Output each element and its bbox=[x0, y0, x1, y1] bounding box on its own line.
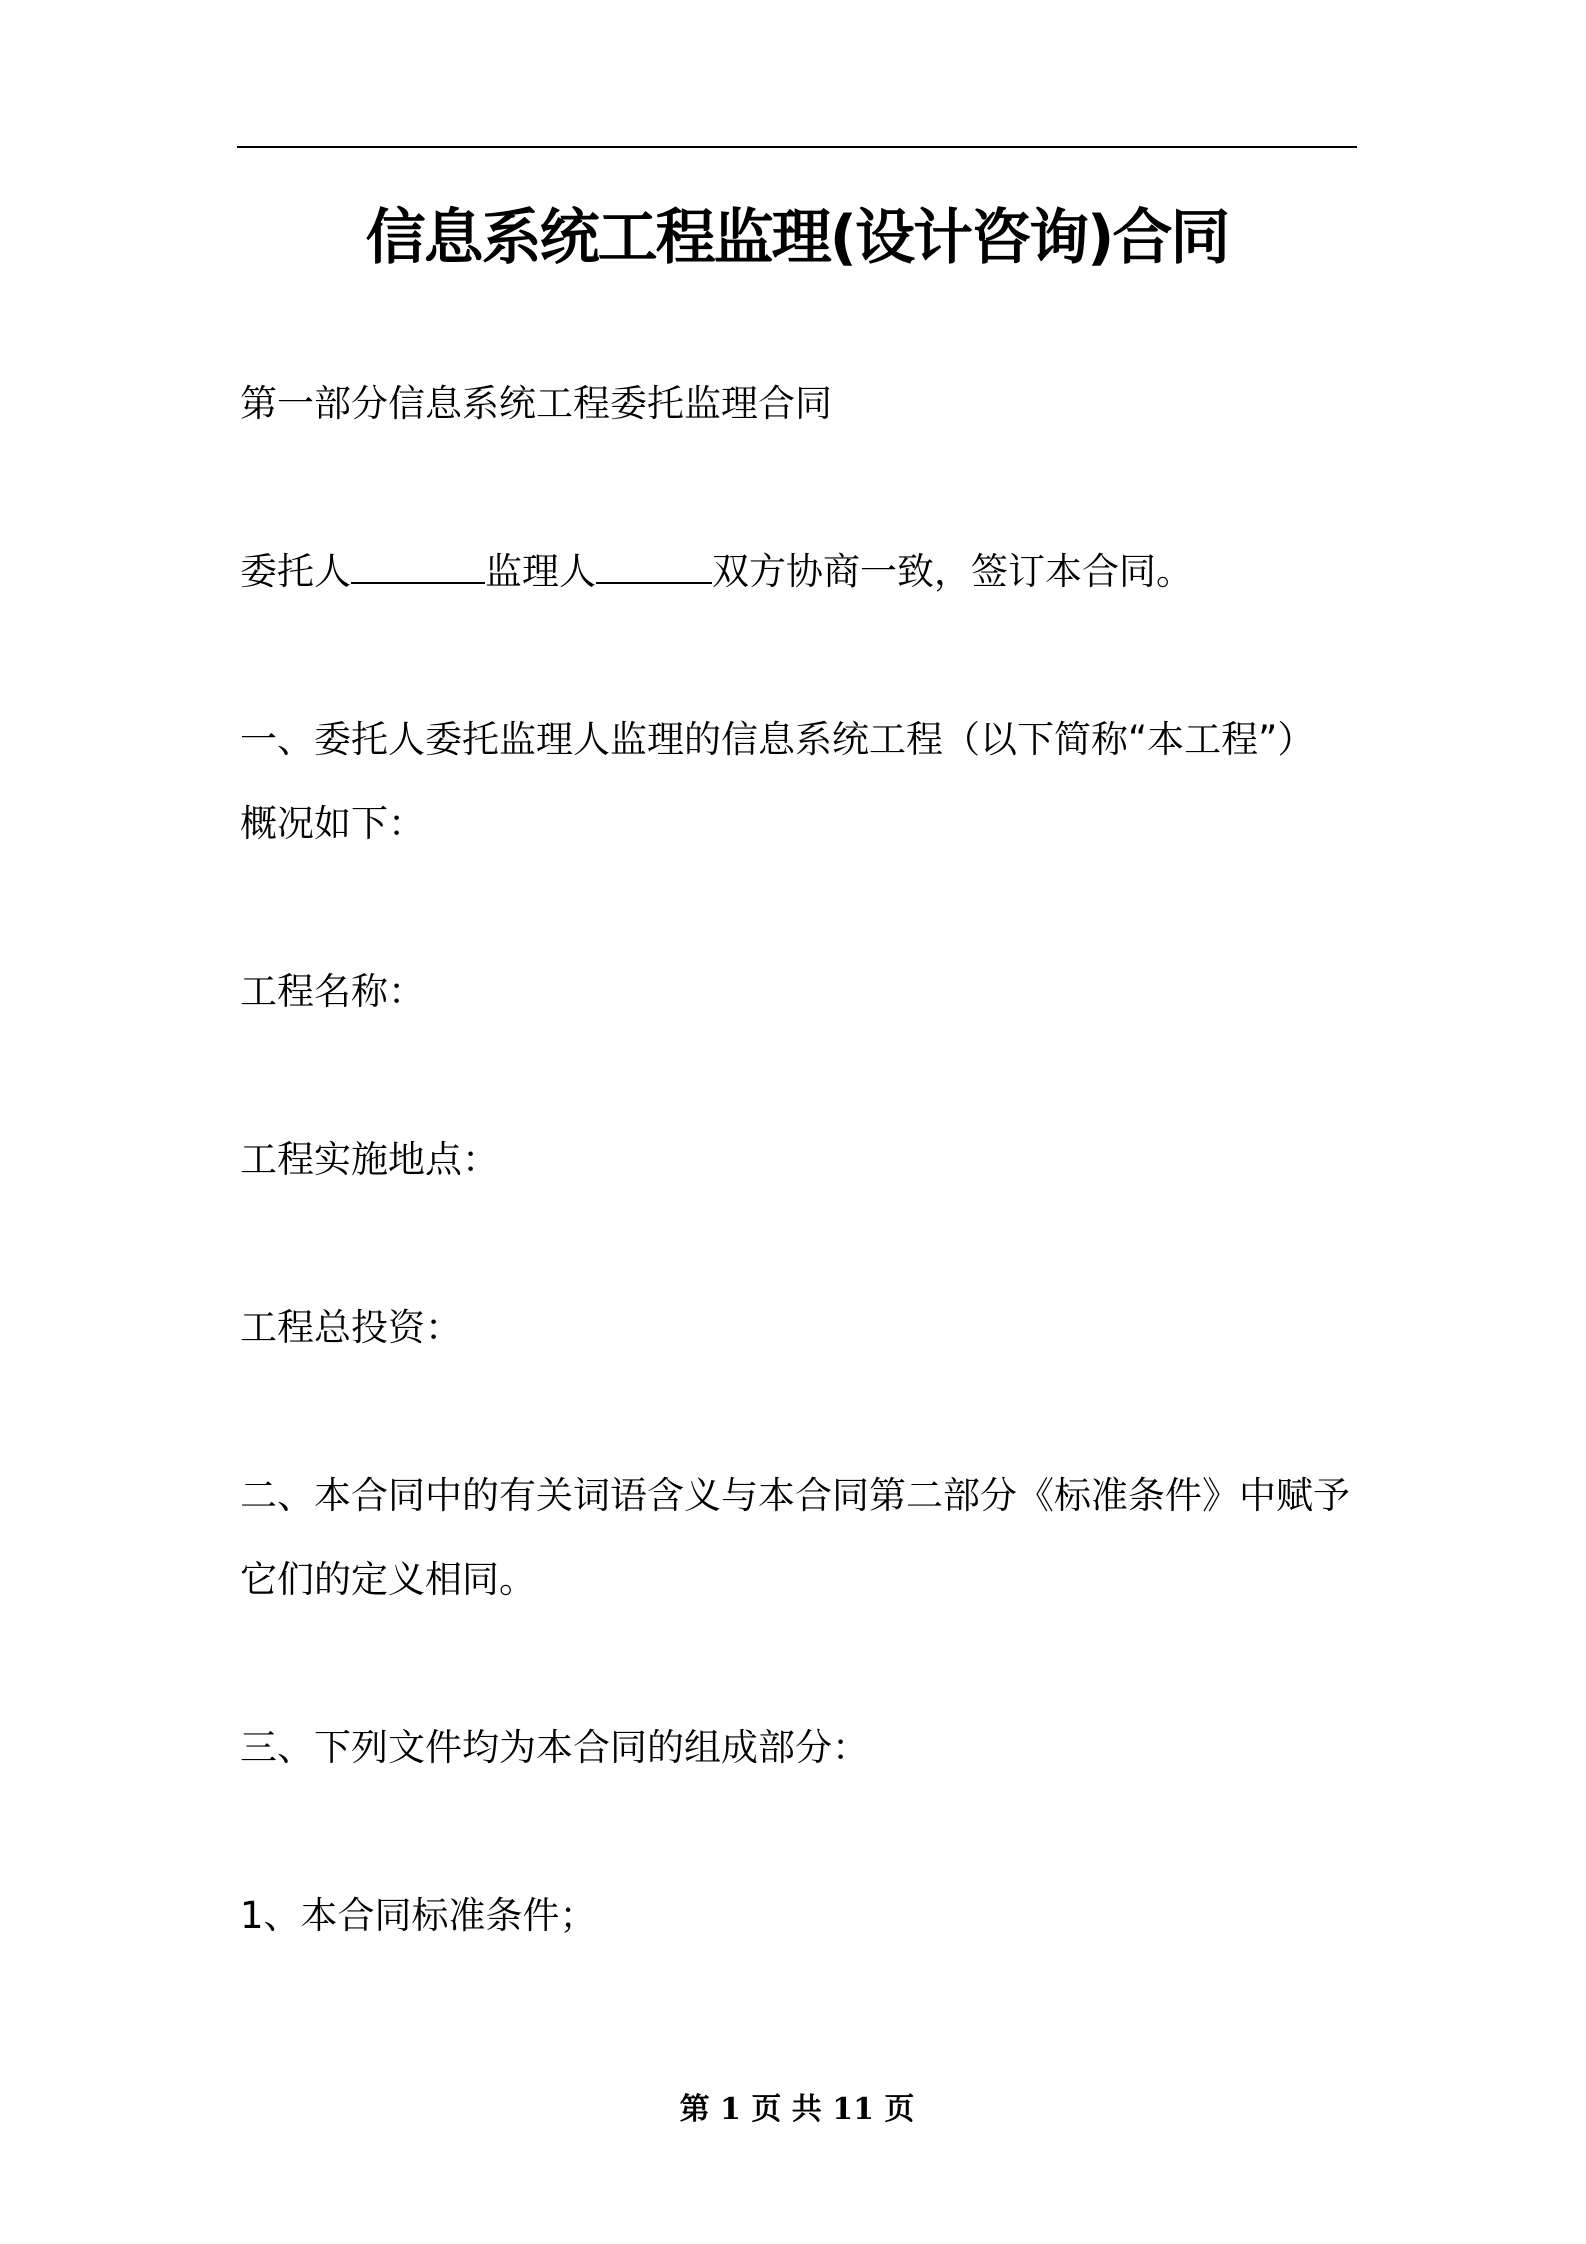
principal-label: 委托人 bbox=[240, 550, 351, 593]
principal-blank bbox=[351, 548, 485, 584]
project-investment-field: 工程总投资： bbox=[240, 1306, 462, 1349]
parties-suffix: 双方协商一致，签订本合同。 bbox=[712, 550, 1193, 593]
clause-2-line-1: 二、本合同中的有关词语含义与本合同第二部分《标准条件》中赋予 bbox=[240, 1474, 1350, 1517]
project-location-field: 工程实施地点： bbox=[240, 1138, 499, 1181]
project-name-field: 工程名称： bbox=[240, 970, 425, 1013]
supervisor-label: 监理人 bbox=[485, 550, 596, 593]
part-heading: 第一部分信息系统工程委托监理合同 bbox=[240, 382, 832, 425]
clause-1-line-2: 概况如下： bbox=[240, 802, 425, 845]
clause-2-line-2: 它们的定义相同。 bbox=[240, 1558, 536, 1601]
page-number: 第 1 页 共 11 页 bbox=[679, 2092, 915, 2127]
parties-line bbox=[240, 530, 1360, 614]
clause-3-item-1: 1、本合同标准条件； bbox=[240, 1894, 597, 1937]
supervisor-blank bbox=[596, 548, 712, 584]
clause-3: 三、下列文件均为本合同的组成部分： bbox=[240, 1726, 869, 1769]
header-rule bbox=[237, 146, 1357, 148]
document-title: 信息系统工程监理(设计咨询)合同 bbox=[365, 203, 1229, 273]
clause-1-line-1: 一、委托人委托监理人监理的信息系统工程（以下简称“本工程”） bbox=[240, 718, 1315, 761]
